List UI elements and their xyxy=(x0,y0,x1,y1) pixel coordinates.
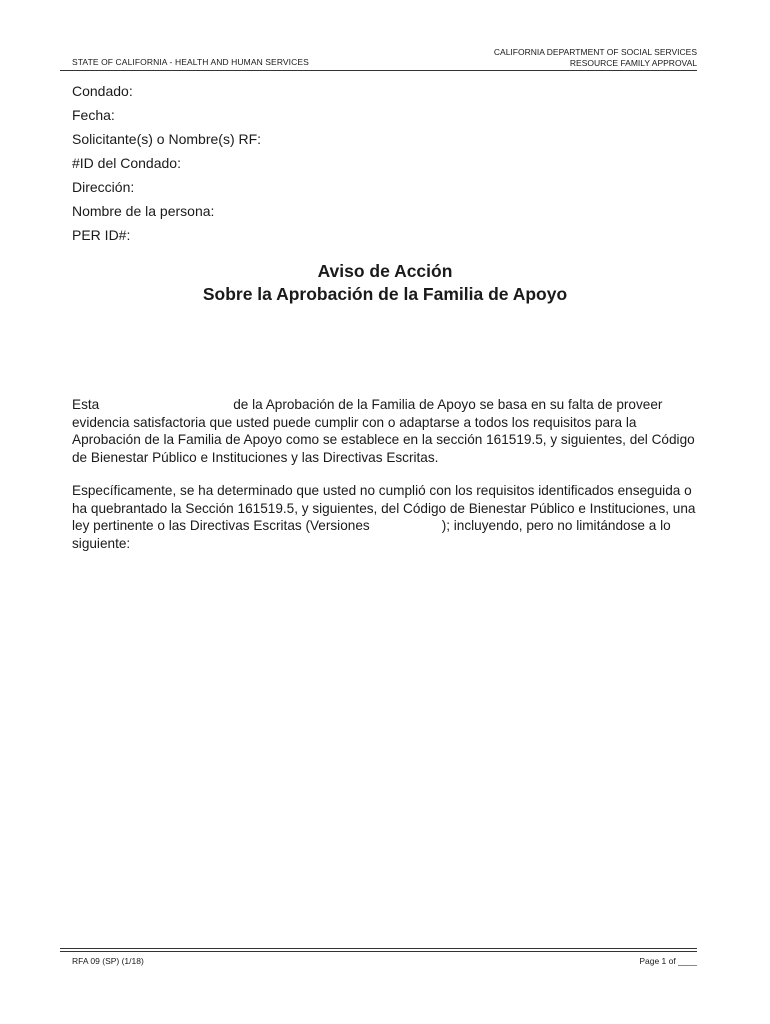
page-number: Page 1 of ____ xyxy=(639,956,697,966)
document-title: Aviso de Acción xyxy=(317,261,453,281)
field-applicant-names: Solicitante(s) o Nombre(s) RF: xyxy=(72,131,262,147)
header-department xyxy=(494,47,697,69)
paragraph-1 xyxy=(72,396,698,466)
paragraph-2-start: Específicamente, se ha determinado que usted no cumplió con los requisitos identificados enseguida o ha quebrantado la Sección 161519.5, y siguientes, del Código de Bienestar Público e Instituciones, una ley pertinente o las Directivas Escritas (Versiones xyxy=(72,483,696,534)
field-per-id: PER ID#: xyxy=(72,227,131,243)
paragraph-1-rest: de la Aprobación de la Familia de Apoyo se basa en su falta de proveer evidencia satisfactoria que usted puede cumplir con o adaptarse a todos los requisitos para la Aprobación de la Familia de Apoyo como se establece en la sección 161519.5, y siguientes, del Código de Bienestar Público e Instituciones y las Directivas Escritas. xyxy=(72,397,695,465)
field-person-name: Nombre de la persona: xyxy=(72,203,215,219)
field-address: Dirección: xyxy=(72,179,135,195)
paragraph-2 xyxy=(72,482,698,552)
footer-rule-top xyxy=(60,948,697,949)
field-county-id: #ID del Condado: xyxy=(72,155,181,171)
header-department-line1: CALIFORNIA DEPARTMENT OF SOCIAL SERVICES xyxy=(493,47,697,57)
form-number: RFA 09 (SP) (1/18) xyxy=(72,956,144,966)
paragraph-2-rest: ); incluyendo, pero no limitándose a lo siguiente: xyxy=(72,518,671,551)
header-agency: STATE OF CALIFORNIA - HEALTH AND HUMAN SERVICES xyxy=(72,57,309,67)
paragraph-1-start: Esta xyxy=(72,397,100,412)
form-fields xyxy=(72,82,261,250)
field-county: Condado: xyxy=(72,83,133,99)
header-rule xyxy=(60,70,697,71)
field-date: Fecha: xyxy=(72,107,115,123)
footer-rule-bottom xyxy=(60,951,697,952)
document-subtitle: Sobre la Aprobación de la Familia de Apoyo xyxy=(202,284,568,304)
header-department-line2: RESOURCE FAMILY APPROVAL xyxy=(569,58,697,68)
